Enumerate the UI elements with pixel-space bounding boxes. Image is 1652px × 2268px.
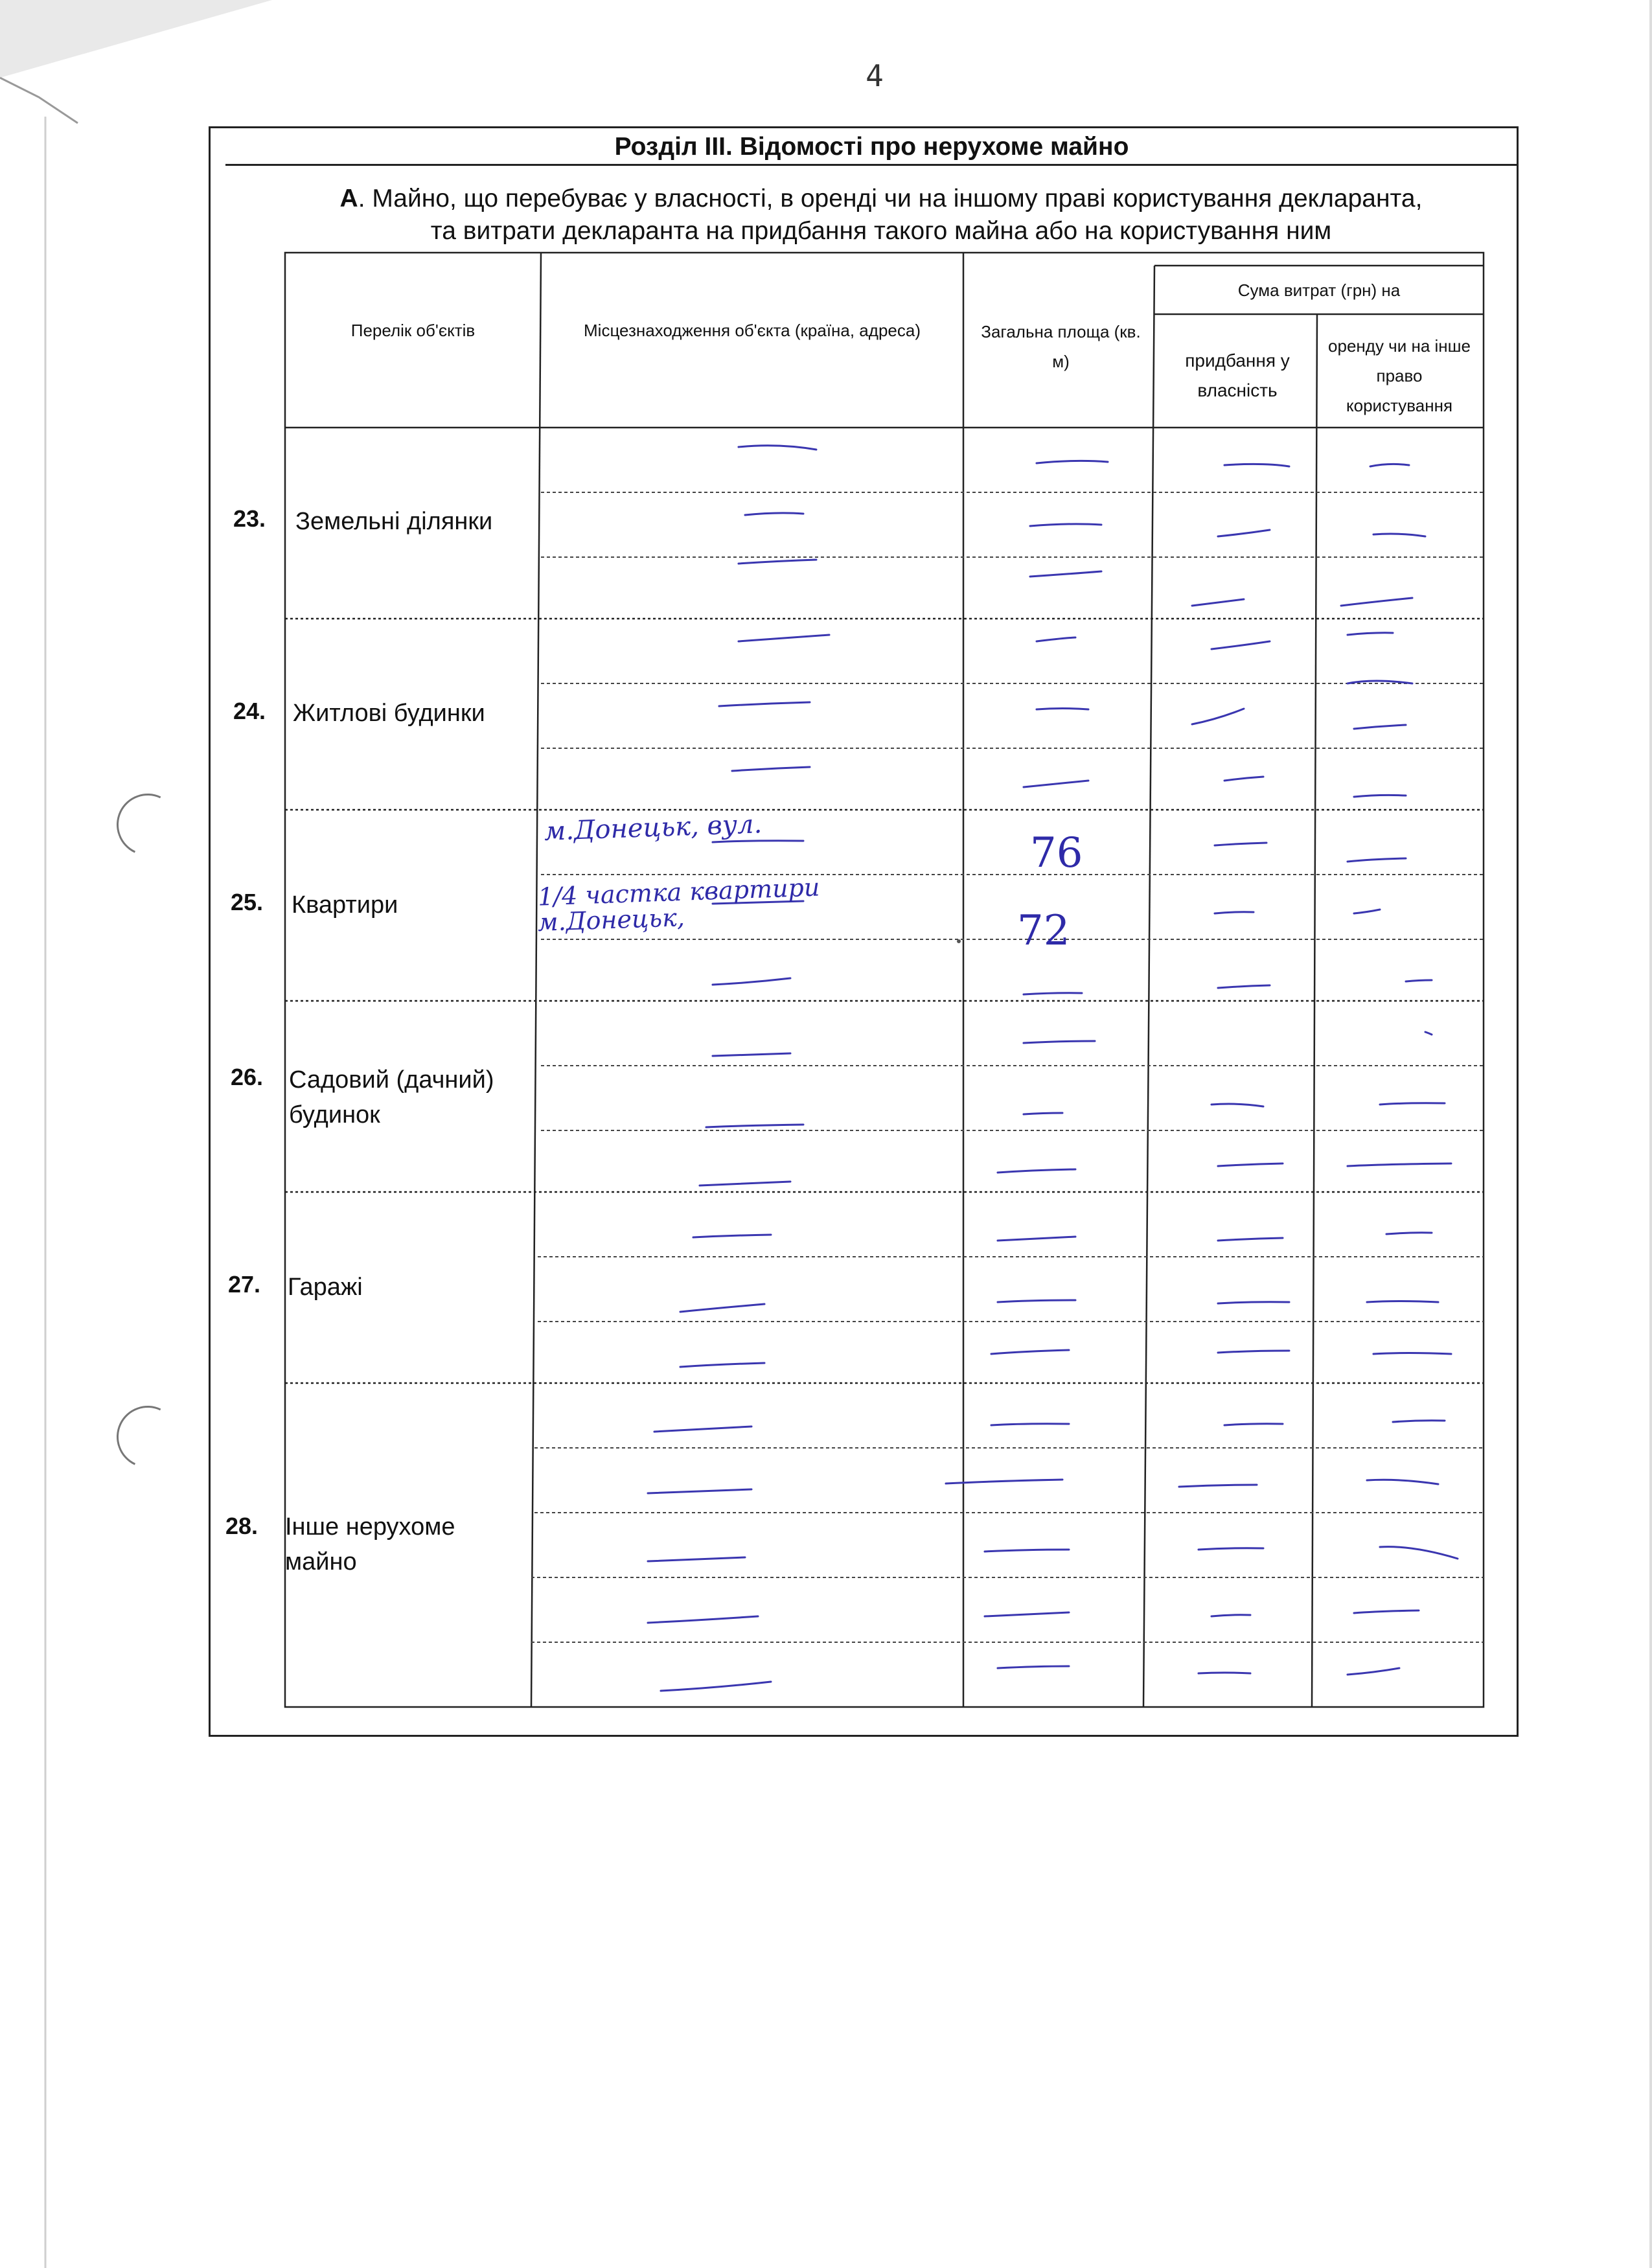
handwritten-apartment2-location-line2: м.Донецьк, xyxy=(537,903,685,937)
page-number: 4 xyxy=(866,58,884,93)
row-number-23: 23. xyxy=(233,505,266,532)
row-number-27: 27. xyxy=(227,1271,260,1298)
row-number-26: 26. xyxy=(230,1064,263,1090)
header-purchase: придбання у власність xyxy=(1185,350,1290,400)
header-rent: оренду чи на інше право користування xyxy=(1328,336,1471,415)
handwritten-apartment2-location-line1: 1/4 частка квартири xyxy=(537,873,821,911)
subtitle-letter: А xyxy=(339,185,358,212)
header-expenses: Сума витрат (грн) на xyxy=(1237,281,1401,300)
row-label-summer-house: Садовий (дачний) будинок xyxy=(289,1066,494,1128)
row-number-24: 24. xyxy=(233,698,266,724)
section-title: Розділ III. Відомості про нерухоме майно xyxy=(225,128,1518,166)
row-label-houses: Житлові будинки xyxy=(293,700,485,727)
row-number-25: 25. xyxy=(230,889,263,915)
handwritten-apartment1-location: м.Донецьк, вул. xyxy=(544,809,763,847)
row-label-land: Земельні ділянки xyxy=(295,508,493,535)
row-label-garages: Гаражі xyxy=(288,1274,363,1301)
row-number-28: 28. xyxy=(225,1513,258,1539)
subtitle-line1: . Майно, що перебуває у власності, в оренді чи на іншому праві користування декларанта, xyxy=(358,185,1423,212)
header-objects: Перелік об'єктів xyxy=(350,321,476,340)
row-label-other-property: Інше нерухоме майно xyxy=(285,1513,455,1575)
handwritten-apartment2-area: 72 xyxy=(1017,907,1070,955)
row-label-apartments: Квартири xyxy=(292,891,398,919)
subtitle-line2: та витрати декларанта на придбання такого майна або на користування ним xyxy=(430,217,1332,245)
handwritten-apartment1-area: 76 xyxy=(1030,829,1083,877)
header-area: Загальна площа (кв. м) xyxy=(981,322,1141,371)
header-location: Місцезнаходження об'єкта (країна, адреса) xyxy=(584,321,921,340)
